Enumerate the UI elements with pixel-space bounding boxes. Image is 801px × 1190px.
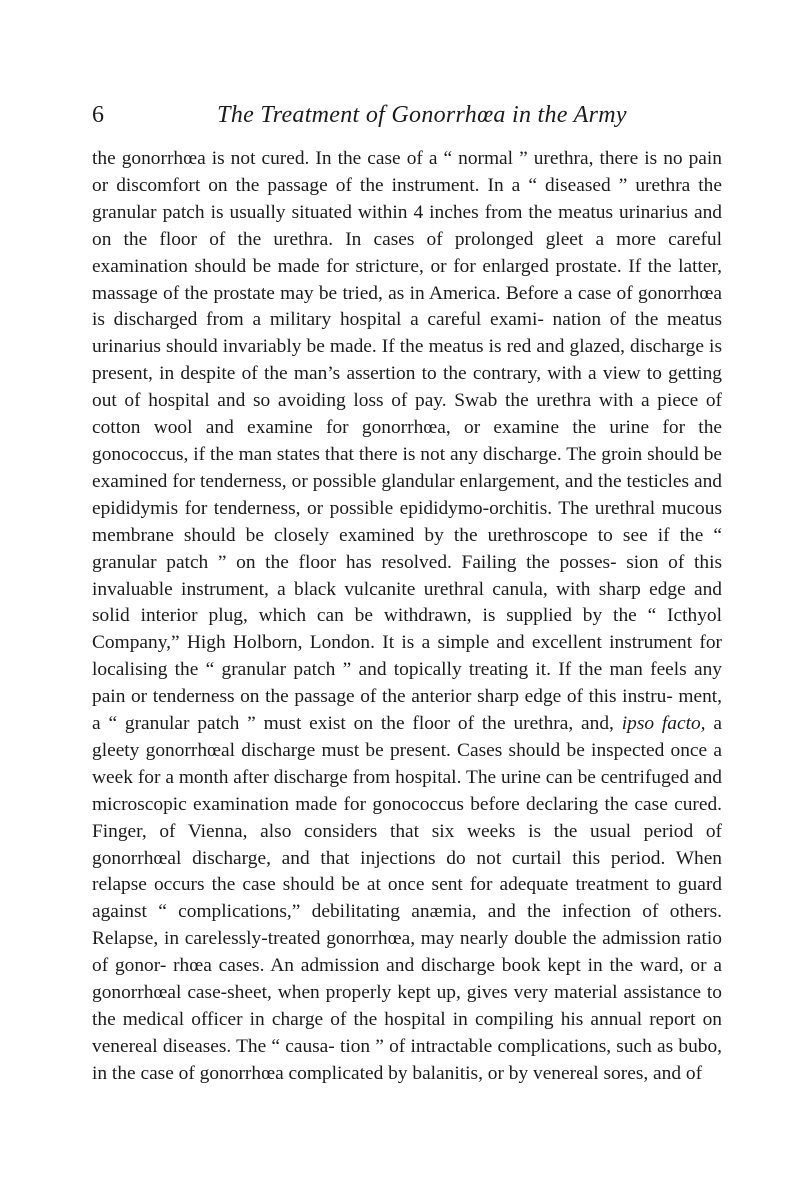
body-text-part-1: the gonorrhœa is not cured. In the case of a “ normal ” urethra, there is no pain or discomfort on the passage of the instrument. In a “ diseased ” urethra the granular patch is usually situated within 4 inches from the meatus urinarius and on the floor of the urethra. In cases of prolonged gleet a more careful examination should be made for stricture, or for enlarged prostate. If the latter, massage of the prostate may be tried, as in America. Before a case of gonorrhœa is discharged from a military hospital a careful exami- nation of the meatus urinarius should invariably be made. If the meatus is red and glazed, discharge is present, in despite of the man’s assertion to the contrary, with a view to getting out of hospital and so avoiding loss of pay. Swab the urethra with a piece of cotton wool and examine for gonorrhœa, or examine the urine for the gonococcus, if the man states that there is not any discharge. The groin should be examined for tenderness, or possible glandular enlargement, and the testicles and epididymis for tenderness, or possible epididymo-orchitis. The urethral mucous membrane should be closely examined by the urethroscope to see if the “ granular patch ” on the floor has resolved. Failing the posses- sion of this invaluable instrument, a black vulcanite urethral canula, with sharp edge and solid interior plug, which can be withdrawn, is supplied by the “ Icthyol Company,” High Holborn, London. It is a simple and excellent instrument for localising the “ granular patch ” and topically treating it. If the man feels any pain or tenderness on the passage of the anterior sharp edge of this instru- ment, a “ granular patch ” must exist on the floor of the urethra, and, <box>92 148 722 735</box>
running-head <box>92 95 722 135</box>
body-text-part-2: a gleety gonorrhœal discharge must be present. Cases should be inspected once a week for a month after discharge from hospital. The urine can be centrifuged and microscopic examination made for gonococcus before declaring the case cured. Finger, of Vienna, also considers that six weeks is the usual period of gonorrhœal discharge, and that injections do not curtail this period. When relapse occurs the case should be at once sent for adequate treatment to guard against “ complications,” debilitating anæmia, and the infection of others. Relapse, in carelessly-treated gonorrhœa, may nearly double the admission ratio of gonor- rhœa cases. An admission and discharge book kept in the ward, or a gonorrhœal case-sheet, when properly kept up, gives very material assistance to the medical officer in charge of the hospital in compiling his annual report on venereal diseases. The “ causa- tion ” of intractable complications, such as bubo, in the case of gonorrhœa complicated by balanitis, or by venereal sores, and of <box>92 713 722 1084</box>
body-italic-phrase: ipso facto, <box>621 713 706 735</box>
body-paragraph <box>92 146 722 1088</box>
page-number: 6 <box>92 102 104 128</box>
running-title: The Treatment of Gonorrhœa in the Army <box>217 102 627 128</box>
